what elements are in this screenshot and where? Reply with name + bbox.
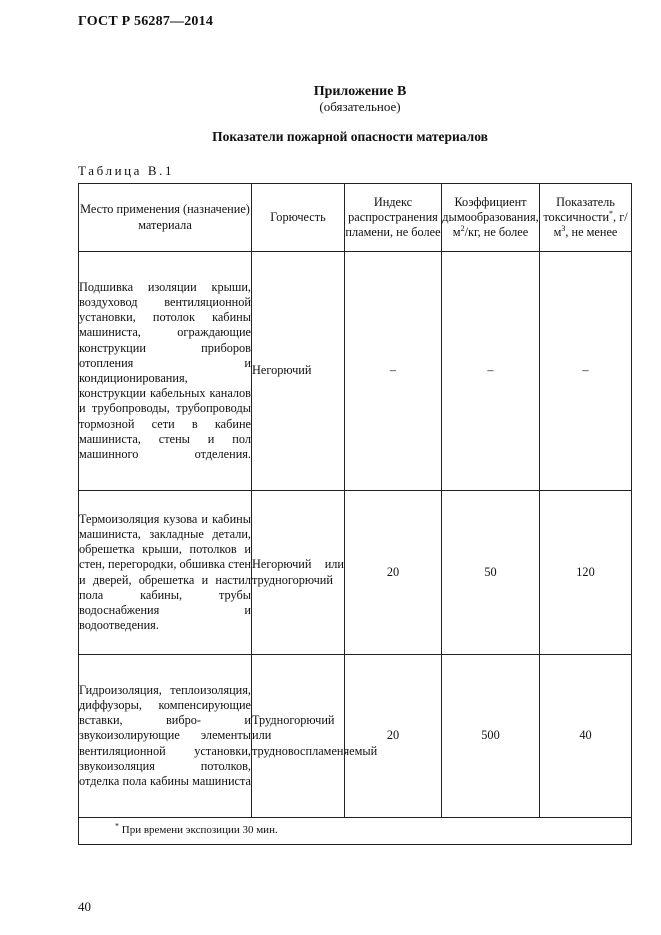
table-row [79, 655, 632, 818]
cell-smoke: 500 [442, 655, 540, 818]
tox-header-tail: , не менее [565, 225, 618, 240]
cell-smoke: – [442, 252, 540, 491]
cell-flame-index: 20 [345, 655, 442, 818]
table-caption: Таблица В.1 [78, 163, 175, 178]
cell-place: Гидроизоляция, теплоизоляция, диффузоры, компенсирующие вставки, вибро- и звукоизолирующие элементы вентиляционной установки, звукоизоляция потолков, отделка пола кабины машиниста [79, 655, 252, 818]
column-header-flame-index: Индекс распространения пламени, не более [345, 184, 442, 252]
cell-combustibility: Негорючий [252, 252, 345, 491]
column-header-toxicity [540, 184, 632, 252]
cell-toxicity: – [540, 252, 632, 491]
cell-smoke: 50 [442, 491, 540, 655]
cell-flame-index: – [345, 252, 442, 491]
tox-header-sup: 3 [561, 224, 566, 233]
column-header-smoke [442, 184, 540, 252]
cell-toxicity: 120 [540, 491, 632, 655]
column-header-place: Место применения (назначение) материала [79, 184, 252, 252]
cell-place: Подшивка изоляции крыши, воздуховод вентиляционной установки, потолок кабины машиниста, ограждающие конструкции приборов отопления и кондиционирования, конструкции кабельных каналов и трубопроводы, трубопроводы тормозной сети в кабине машиниста, стены и пол машинного отделения. [79, 252, 252, 491]
page-number: 40 [78, 899, 91, 914]
cell-toxicity: 40 [540, 655, 632, 818]
cell-combustibility: Негорючий или трудногорючий [252, 491, 345, 655]
footnote-text: При времени экспозиции 30 мин. [119, 824, 278, 837]
tox-header-asterisk: * [609, 208, 614, 218]
table-row [79, 491, 632, 655]
tox-header-unit: , г/м [553, 209, 628, 240]
standard-designation: ГОСТ Р 56287—2014 [78, 14, 214, 29]
smoke-header-unit: /кг, не более [464, 225, 529, 240]
table-header-row [79, 184, 632, 252]
smoke-header-text: Коэффициент дымообразования, м [442, 194, 539, 240]
cell-place: Термоизоляция кузова и кабины машиниста, закладные детали, обрешетка крыши, потолков и стен, перегородки, обшивка стен и дверей, обрешетка и настил пола кабины, трубы водоснабжения и водоотведения. [79, 491, 252, 655]
tox-header-text: Показатель токсичности [543, 194, 615, 224]
table-footnote [79, 818, 632, 845]
footnote-mark: * [115, 821, 119, 831]
appendix-subtitle: (обязательное) [319, 99, 401, 114]
appendix-title: Приложение В [313, 84, 407, 99]
cell-combustibility: Трудногорючий или трудновоспламеняемый [252, 655, 345, 818]
smoke-header-sup: 2 [460, 224, 465, 233]
section-title: Показатели пожарной опасности материалов [212, 129, 488, 144]
cell-flame-index: 20 [345, 491, 442, 655]
fire-hazard-table [78, 183, 632, 845]
table-footnote-row [79, 818, 632, 845]
column-header-combustibility: Горючесть [252, 184, 345, 252]
table-row [79, 252, 632, 491]
